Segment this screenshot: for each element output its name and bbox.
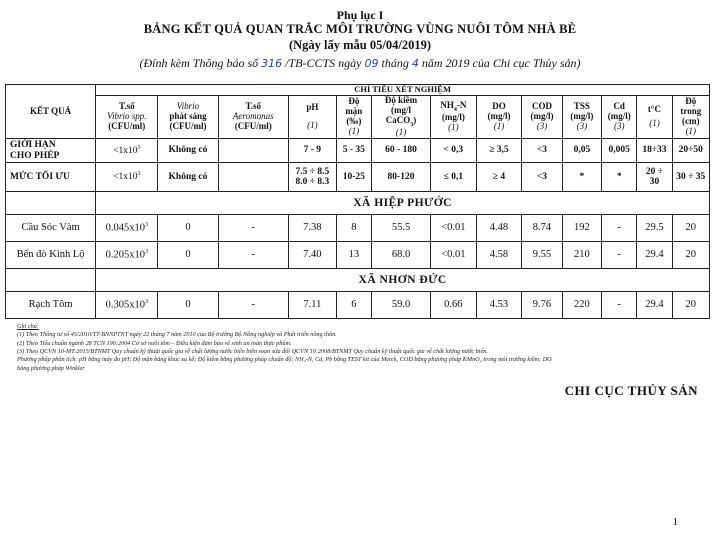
- cell: 20 ÷ 30: [637, 163, 672, 192]
- cell: ≤ 0,1: [431, 163, 477, 192]
- cell: $<1x10^3$: [96, 139, 158, 163]
- results-table: [5, 84, 710, 319]
- handwritten-notice-number: 316: [261, 57, 283, 70]
- attach-prefix: (Đính kèm Thông báo số: [139, 56, 262, 70]
- note-line: Phương pháp phân tích: pH bằng máy đo pH; Độ mặn bằng khúc xạ kế; Độ kiềm bằng phương pháp chuẩn độ; NH₄-N, Cd, Pb bằng TEST kit của Merck, COD bằng phương pháp KMnO₄ trong môi trường kiềm; DO: [17, 356, 552, 364]
- cell: 4.53: [476, 292, 522, 319]
- limit-label: GIỚI HẠN CHO PHÉP: [6, 139, 96, 163]
- table-row: [6, 242, 710, 269]
- cell: <0.01: [431, 215, 477, 242]
- cell: *: [602, 163, 637, 192]
- cell: 0,05: [562, 139, 601, 163]
- cell: <3: [522, 163, 562, 192]
- section-header-row: [6, 192, 710, 215]
- cell: 68.0: [371, 242, 430, 269]
- cell: 59.0: [371, 292, 430, 319]
- page-number: 1: [672, 516, 678, 528]
- col-temperature: t°C (1): [637, 96, 672, 139]
- cell: 192: [562, 215, 601, 242]
- cell: -: [218, 292, 289, 319]
- cell: $0.205x10^3$: [96, 242, 158, 269]
- attach-mid: /TB-CCTS ngày: [282, 56, 365, 70]
- col-cd: Cd (mg/l) (3): [602, 96, 637, 139]
- group-header-row: [6, 85, 710, 96]
- section-spacer: [6, 269, 96, 292]
- col-nh4: $NH_4-N$ (mg/l) (1): [431, 96, 477, 139]
- cell: ≥ 3,5: [476, 139, 522, 163]
- col-tss: TSS (mg/l) (3): [562, 96, 601, 139]
- appendix-label: Phụ lục I: [336, 8, 384, 22]
- col-alkalinity: Độ kiềm (mg/l CaCO$_3$) (1): [371, 96, 430, 139]
- cell: 8: [336, 215, 371, 242]
- cell: -: [602, 215, 637, 242]
- col-vibrio: T.số Vibrio spp. (CFU/ml): [96, 96, 158, 139]
- col-salinity: Độ mặn (‰) (1): [336, 96, 371, 139]
- cell: 29.4: [637, 292, 672, 319]
- cell: <3: [522, 139, 562, 163]
- column-header-row: [6, 96, 710, 139]
- attachment-note: [0, 56, 720, 71]
- cell: 29.5: [637, 215, 672, 242]
- location-cell: Rạch Tôm: [6, 292, 96, 319]
- cell: 7 - 9: [289, 139, 337, 163]
- cell: [218, 163, 289, 192]
- cell: 20: [672, 215, 709, 242]
- cell: 13: [336, 242, 371, 269]
- notes-title: Ghi chú:: [17, 323, 39, 330]
- cell: -: [602, 292, 637, 319]
- col-clarity: Độ trong (cm) (1): [672, 96, 709, 139]
- cell: [218, 139, 289, 163]
- report-title: BẢNG KẾT QUẢ QUAN TRẮC MÔI TRƯỜNG VÙNG NUÔI TÔM NHÀ BÈ: [143, 22, 577, 36]
- cell: 30 ÷ 35: [672, 163, 709, 192]
- col-glow-vibrio: Vibrio phát sáng (CFU/ml): [158, 96, 218, 139]
- cell: 220: [562, 292, 601, 319]
- table-row: [6, 292, 710, 319]
- cell: 7.38: [289, 215, 337, 242]
- section-title: XÃ HIỆP PHƯỚC: [96, 192, 710, 215]
- signature-agency: CHI CỤC THỦY SẢN: [564, 383, 698, 398]
- attach-mid2: tháng: [378, 56, 412, 70]
- note-line: (2) Theo Tiêu chuẩn ngành 28 TCN 190:2004 Cơ sở nuôi tôm – Điều kiện đảm bảo vệ sinh an toàn thực phẩm.: [17, 339, 292, 347]
- result-header: KẾT QUẢ: [6, 85, 96, 139]
- table-row: [6, 215, 710, 242]
- col-aeromonas: T.số Aeromonas (CFU/ml): [218, 96, 289, 139]
- cell: -: [218, 215, 289, 242]
- location-cell: Bến đò Kinh Lộ: [6, 242, 96, 269]
- cell: $0.305x10^3$: [96, 292, 158, 319]
- cell: Không có: [158, 139, 218, 163]
- cell: 7.5 ÷ 8.5 8.0 ÷ 8.3: [289, 163, 337, 192]
- cell: 18÷33: [637, 139, 672, 163]
- cell: 60 - 180: [371, 139, 430, 163]
- cell: 7.11: [289, 292, 337, 319]
- cell: 0,005: [602, 139, 637, 163]
- cell: 20: [672, 242, 709, 269]
- note-line: (3) Theo QCVN 10-MT:2015/BTNMT Quy chuẩn kỹ thuật quốc gia về chất lượng nước biển biên soạn sửa đổi QCVN 10:2008/BTNMT Quy chuẩn kỹ thuật quốc gia về chất lượng nước biển.: [17, 348, 488, 356]
- cell: 0.66: [431, 292, 477, 319]
- group-header: CHỈ TIÊU XÉT NGHIỆM: [96, 85, 710, 96]
- optimal-row: [6, 163, 710, 192]
- section-title: XÃ NHƠN ĐỨC: [96, 269, 710, 292]
- attach-suffix: năm 2019 của Chi cục Thủy sản): [418, 56, 581, 70]
- section-spacer: [6, 192, 96, 215]
- optimal-label: MỨC TỐI ƯU: [6, 163, 96, 192]
- col-ph: pH (1): [289, 96, 337, 139]
- cell: 10-25: [336, 163, 371, 192]
- cell: $0.045x10^3$: [96, 215, 158, 242]
- notes: [17, 323, 707, 373]
- handwritten-month: 4: [411, 57, 419, 70]
- note-line: bằng phương pháp Winkler: [17, 364, 85, 372]
- cell: 9.55: [522, 242, 562, 269]
- note-line: (1) Theo Thông tư số 45/2010/TT-BNNPTNT ngày 22 tháng 7 năm 2010 của Bộ trưởng Bộ Nông nghiệp và Phát triển nông thôn.: [17, 331, 337, 339]
- cell: 0: [158, 242, 218, 269]
- cell: 20÷50: [672, 139, 709, 163]
- location-cell: Cầu Sóc Vàm: [6, 215, 96, 242]
- cell: 6: [336, 292, 371, 319]
- cell: 5 - 35: [336, 139, 371, 163]
- cell: 210: [562, 242, 601, 269]
- cell: Không có: [158, 163, 218, 192]
- cell: 29.4: [637, 242, 672, 269]
- cell: 7.40: [289, 242, 337, 269]
- cell: 4.48: [476, 215, 522, 242]
- sections-body: [6, 192, 710, 319]
- cell: ≥ 4: [476, 163, 522, 192]
- cell: 55.5: [371, 215, 430, 242]
- cell: 0: [158, 292, 218, 319]
- cell: 9.76: [522, 292, 562, 319]
- col-do: DO (mg/l) (1): [476, 96, 522, 139]
- col-cod: COD (mg/l) (3): [522, 96, 562, 139]
- cell: $<1x10^3$: [96, 163, 158, 192]
- limit-row: [6, 139, 710, 163]
- cell: 0: [158, 215, 218, 242]
- cell: 4.58: [476, 242, 522, 269]
- cell: *: [562, 163, 601, 192]
- cell: -: [602, 242, 637, 269]
- handwritten-day: 09: [364, 57, 379, 70]
- cell: <0.01: [431, 242, 477, 269]
- cell: < 0,3: [431, 139, 477, 163]
- cell: 8.74: [522, 215, 562, 242]
- sample-date: (Ngày lấy mẫu 05/04/2019): [288, 38, 431, 52]
- cell: 20: [672, 292, 709, 319]
- section-header-row: [6, 269, 710, 292]
- cell: -: [218, 242, 289, 269]
- cell: 80-120: [371, 163, 430, 192]
